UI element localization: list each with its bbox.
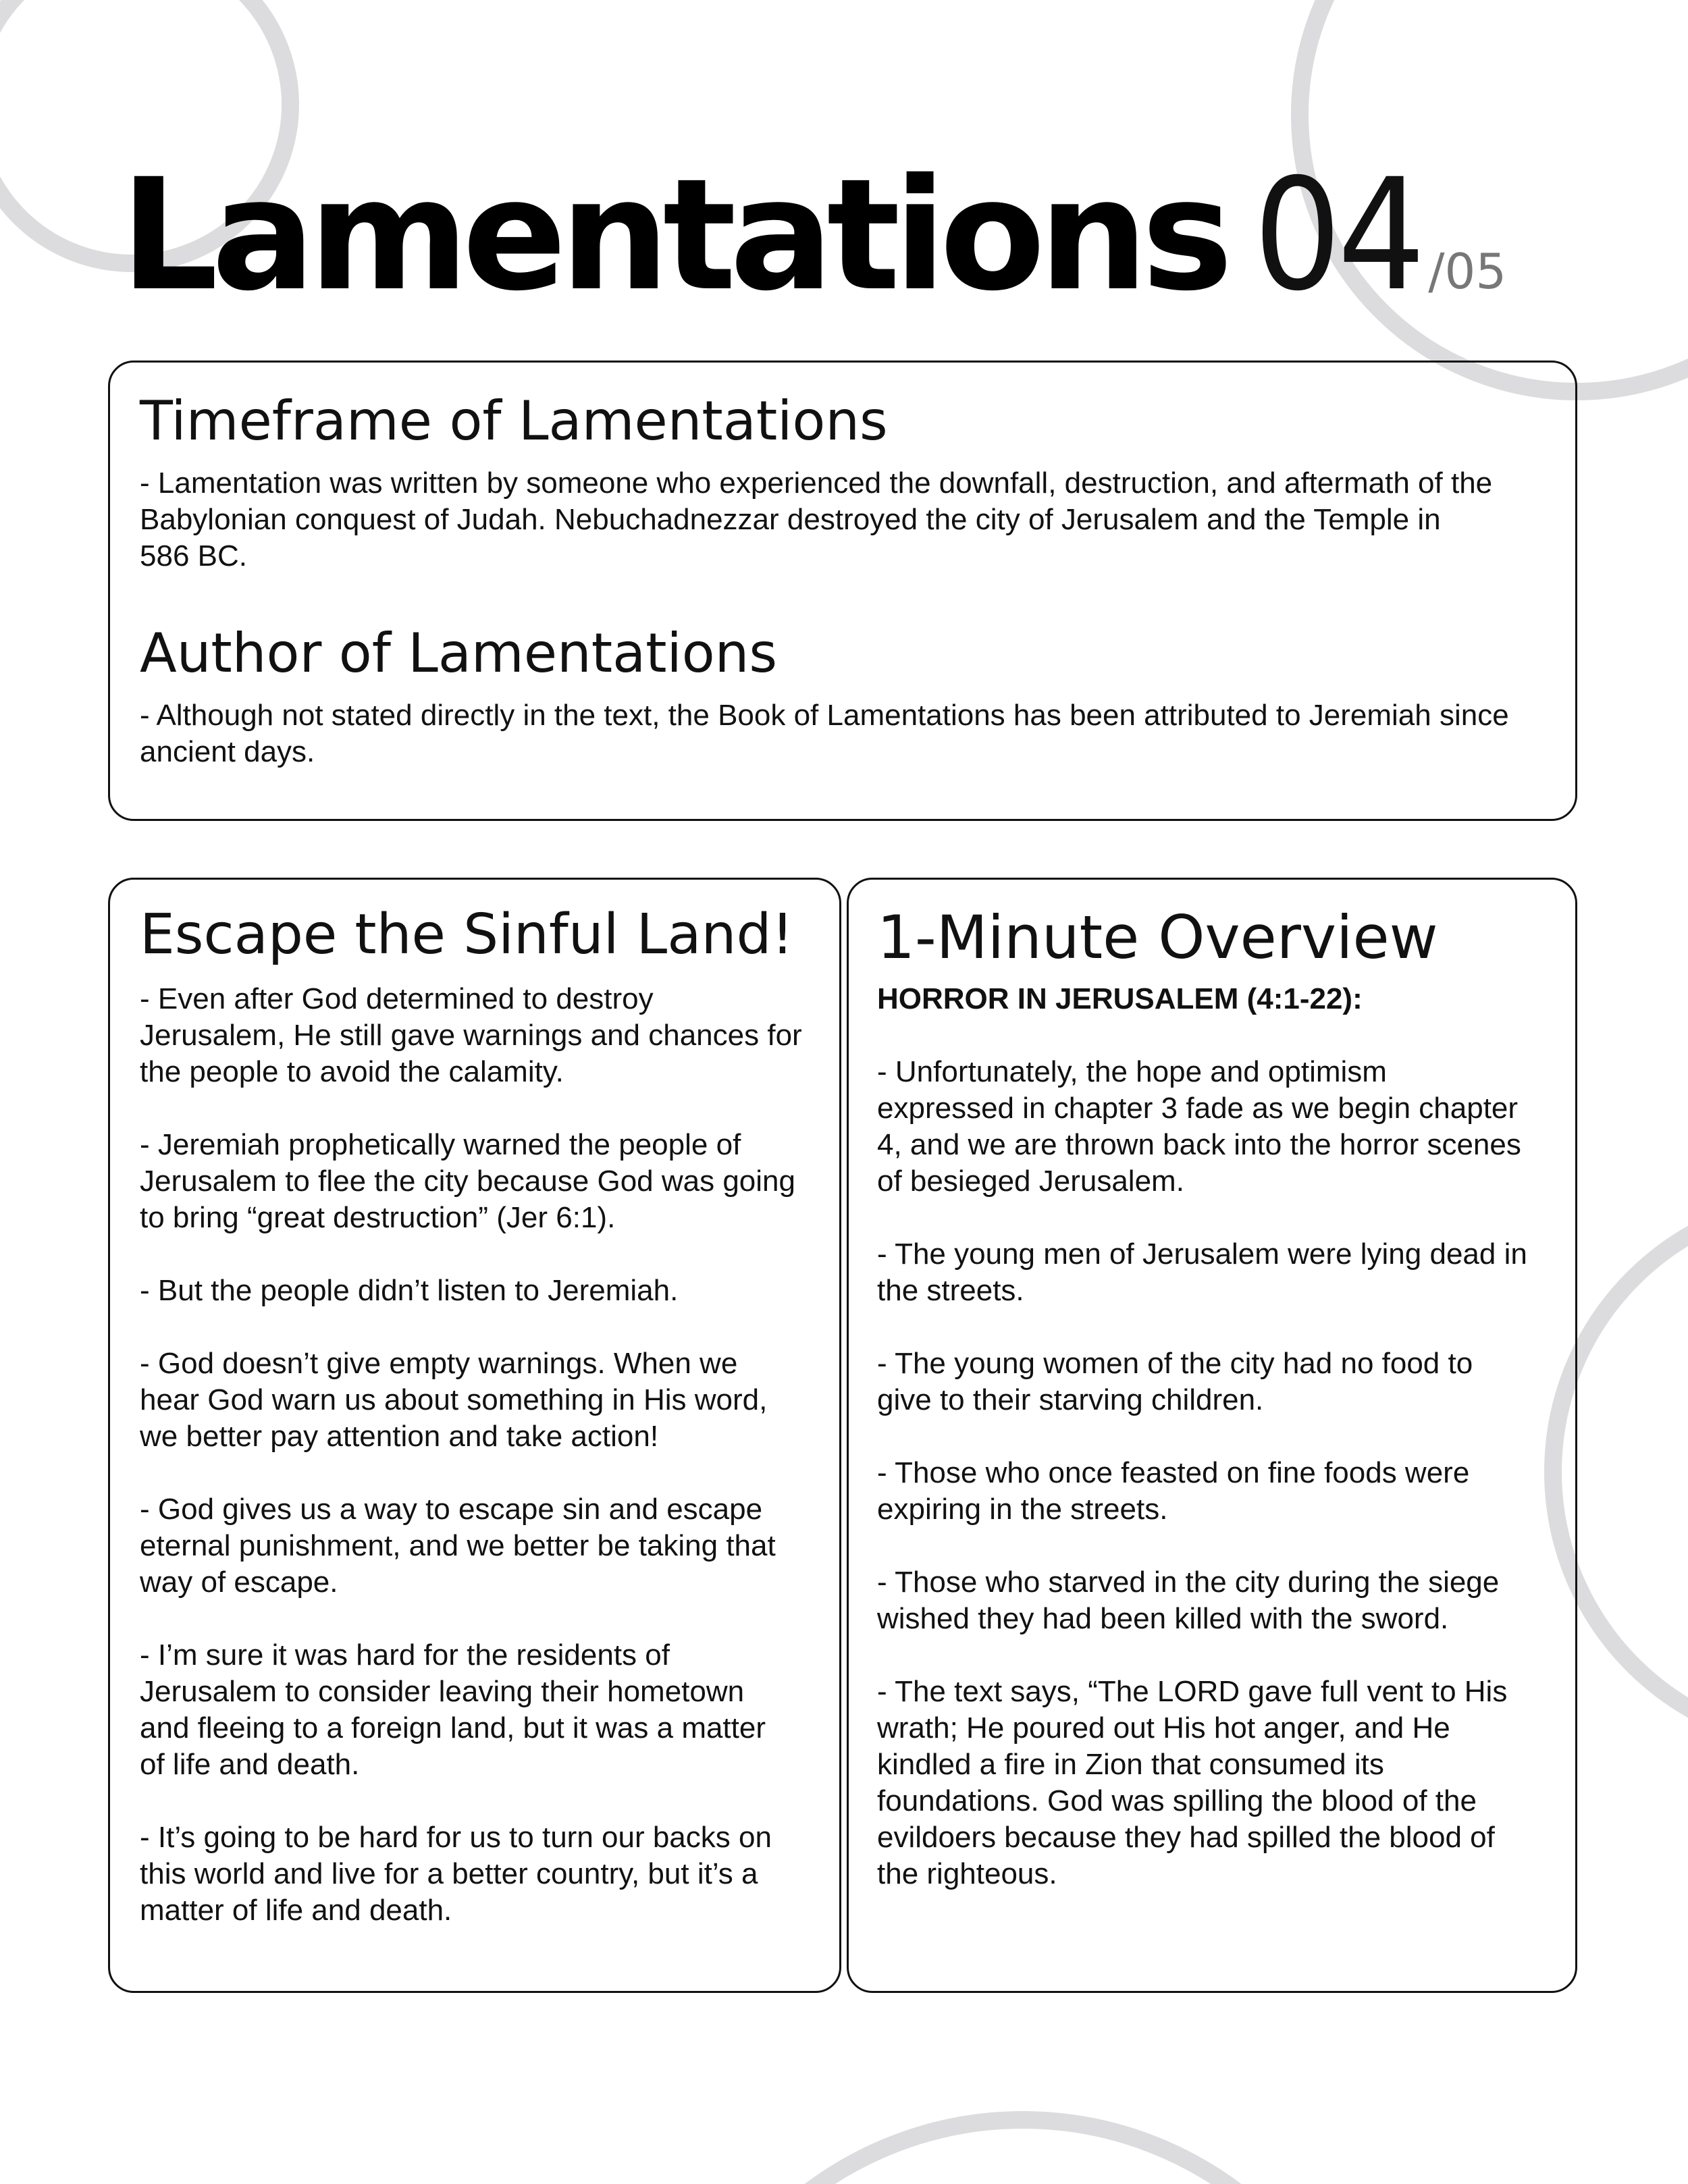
overview-body: [877, 981, 1559, 1892]
escape-paragraph: - Jeremiah prophetically warned the people of Jerusalem to flee the city because God was going to bring “great destruction” (Jer 6:1).: [140, 1128, 795, 1234]
timeframe-text: - Lamentation was written by someone who experienced the downfall, destruction, and aftermath of the Babylonian conquest of Judah. Nebuchadnezzar destroyed the city of Jerusalem and the Temple in 586 BC.: [140, 467, 1493, 572]
overview-subheading: HORROR IN JERUSALEM (4:1-22):: [877, 982, 1363, 1015]
escape-paragraph: - But the people didn’t listen to Jeremiah.: [140, 1274, 679, 1307]
author-heading: Author of Lamentations: [140, 622, 778, 685]
timeframe-heading: Timeframe of Lamentations: [140, 390, 888, 452]
overview-paragraph: - Unfortunately, the hope and optimism expressed in chapter 3 fade as we begin chapter 4, and we are thrown back into the horror scenes of besieged Jerusalem.: [877, 1055, 1521, 1198]
overview-paragraph: - The young men of Jerusalem were lying dead in the streets.: [877, 1237, 1527, 1307]
author-text: - Although not stated directly in the text, the Book of Lamentations has been attributed to Jeremiah since ancient days.: [140, 699, 1509, 768]
overview-heading: 1-Minute Overview: [877, 903, 1438, 972]
page-title: [120, 145, 1506, 325]
chapter-number-text: 04: [1253, 145, 1422, 325]
escape-paragraph: - I’m sure it was hard for the residents of Jerusalem to consider leaving their hometown and fleeing to a foreign land, but it was a matter of life and death.: [140, 1639, 766, 1781]
overview-paragraph: - The text says, “The LORD gave full vent to His wrath; He poured out His hot anger, and He kindled a fire in Zion that consumed its foundations. God was spilling the blood of the evildoers because they had spilled the blood of the righteous.: [877, 1675, 1508, 1890]
book-title: Lamentations: [120, 145, 1227, 325]
ring-bottom: [668, 2120, 1377, 2184]
overview-paragraph: - Those who starved in the city during the siege wished they had been killed with the sword.: [877, 1566, 1500, 1635]
escape-paragraph: - God doesn’t give empty warnings. When we hear God warn us about something in His word, we better pay attention and take action!: [140, 1347, 768, 1453]
escape-body: [140, 981, 822, 1929]
escape-heading: Escape the Sinful Land!: [140, 903, 794, 967]
escape-card: [108, 878, 841, 1993]
timeframe-author-card: [108, 361, 1577, 821]
escape-paragraph: - God gives us a way to escape sin and escape eternal punishment, and we better be taking that way of escape.: [140, 1493, 776, 1599]
escape-paragraph: - It’s going to be hard for us to turn our backs on this world and live for a better country, but it’s a matter of life and death.: [140, 1821, 772, 1927]
overview-card: [847, 878, 1577, 1993]
escape-paragraph: - Even after God determined to destroy Jerusalem, He still gave warnings and chances for the people to avoid the calamity.: [140, 982, 802, 1088]
overview-paragraph: - The young women of the city had no food to give to their starving children.: [877, 1347, 1473, 1416]
chapter-number: [1253, 145, 1421, 325]
chapter-total: /05: [1428, 243, 1507, 300]
overview-paragraph: - Those who once feasted on fine foods were expiring in the streets.: [877, 1456, 1470, 1526]
